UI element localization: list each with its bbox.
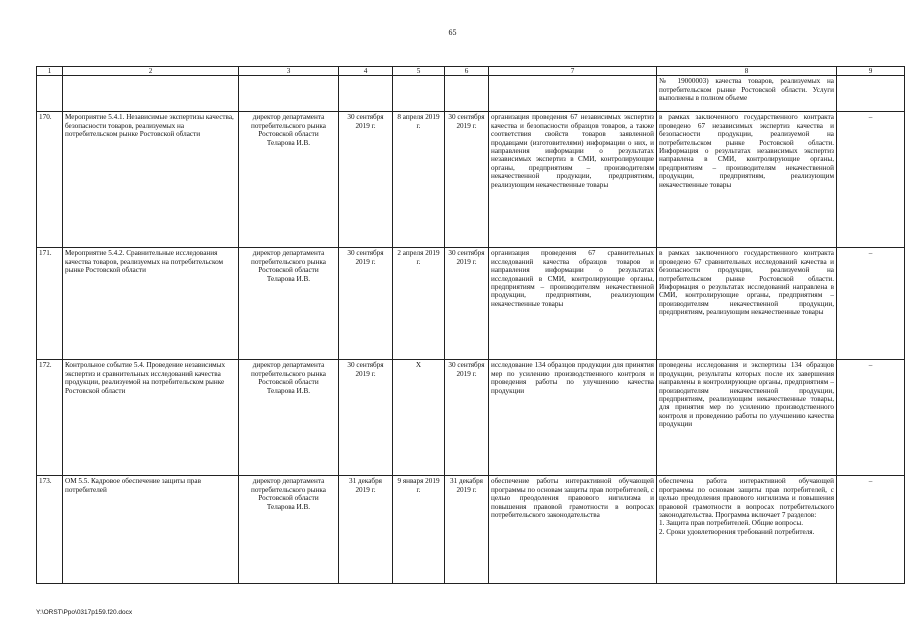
row-plan-date: 30 сентября 2019 г.: [339, 360, 393, 476]
col-number-6: 6: [445, 67, 489, 76]
col-number-9: 9: [837, 67, 905, 76]
row-expected-result: обеспечение работы интерактивной обучающей программы по основам защиты прав потребителей, с целью преодоления правового нигилизма и повышения правовой грамотности в вопросах потребительского законодательства: [489, 476, 657, 584]
row-title: Контрольное событие 5.4. Проведение независимых экспертиз и сравнительных исследований качества продукции, реализуемой на потребительском рынке Ростовской области: [63, 360, 239, 476]
row-end-date: 31 декабря 2019 г.: [445, 476, 489, 584]
row-expected-result: исследование 134 образцов продукции для принятия мер по усилению производственного контроля и проведения работы по улучшению качества продукции: [489, 360, 657, 476]
row-plan-date: 31 декабря 2019 г.: [339, 476, 393, 584]
col-number-4: 4: [339, 67, 393, 76]
row-end-date: 30 сентября 2019 г.: [445, 112, 489, 248]
row-actual-result: обеспечена работа интерактивной обучающей программы по основам защиты прав потребителей, с целью преодоления правового нигилизма и повышения правовой грамотности в вопросах потребительского законодательства. Программа включает 7 разделов: 1. Защита прав потребителей. Общие вопросы. 2. Сроки удовлетворения требований потребителя.: [657, 476, 837, 584]
file-path-footer: Y:\ORST\Ppo\0317p159.f20.docx: [36, 609, 133, 616]
col-number-5: 5: [393, 67, 445, 76]
column-number-row: [37, 67, 905, 76]
report-table: [36, 66, 905, 584]
row-start-date: 8 апреля 2019 г.: [393, 112, 445, 248]
row-actual-result: проведены исследования и экспертизы 134 образцов продукции, результаты которых после их завершения направлены в контролирующие органы, предприятиям – производителям некачественной продукции, предприятиям, реализующим некачественные товары, для принятия мер по усилению производственного контроля и проведению работы по улучшению качества продукции: [657, 360, 837, 476]
row-actual-result: в рамках заключенного государственного контракта проведено 67 сравнительных исследований качества и безопасности продукции, реализуемой на потребительском рынке Ростовской области. Информация о результатах исследований направлена в СМИ, контролирующие органы, предприятиям – производителям некачественной продукции, предприятиям, реализующим некачественные товары: [657, 248, 837, 360]
col-number-3: 3: [239, 67, 339, 76]
table-row: [37, 248, 905, 360]
table-row: [37, 476, 905, 584]
row-title: Мероприятие 5.4.2. Сравнительные исследования качества товаров, реализуемых на потребительском рынке Ростовской области: [63, 248, 239, 360]
col-number-7: 7: [489, 67, 657, 76]
row-end-date: 30 сентября 2019 г.: [445, 360, 489, 476]
row-note: –: [837, 476, 905, 584]
row-expected-result: организация проведения 67 сравнительных исследований качества образцов товаров и направления информации о результатах исследований в СМИ, контролирующие органы, предприятиям – производителям некачественной продукции, предприятиям, реализующим некачественные товары: [489, 248, 657, 360]
row-start-date: 2 апреля 2019 г.: [393, 248, 445, 360]
table-row: [37, 112, 905, 248]
row-number: 171.: [37, 248, 63, 360]
row-actual-result: в рамках заключенного государственного контракта проведено 67 независимых экспертиз качества и безопасности продукции, реализуемой на потребительском рынке Ростовской области. Информация о результатах независимых экспертиз направлена в СМИ, контролирующие органы, предприятиям – производителям некачественной продукции, предприятиям, реализующим некачественные товары: [657, 112, 837, 248]
row-title: ОМ 5.5. Кадровое обеспечение защиты прав потребителей: [63, 476, 239, 584]
table-row: [37, 360, 905, 476]
row-start-date: X: [393, 360, 445, 476]
col-number-8: 8: [657, 67, 837, 76]
row-title: Мероприятие 5.4.1. Независимые экспертизы качества, безопасности товаров, реализуемых на потребительском рынке Ростовской области: [63, 112, 239, 248]
continuation-result: № 19000003) качества товаров, реализуемых на потребительском рынке Ростовской области. Услуги выполнены в полном объеме: [657, 76, 837, 112]
row-number: 173.: [37, 476, 63, 584]
row-responsible: директор департамента потребительского рынка Ростовской области Теларова И.В.: [239, 112, 339, 248]
row-plan-date: 30 сентября 2019 г.: [339, 248, 393, 360]
row-start-date: 9 января 2019 г.: [393, 476, 445, 584]
row-responsible: директор департамента потребительского рынка Ростовской области Теларова И.В.: [239, 360, 339, 476]
row-expected-result: организация проведения 67 независимых экспертиз качества и безопасности образцов товаров, а также соответствия свойств товаров заявленной продавцами (изготовителями) информации о них, и направления информации о результатах независимых экспертиз в СМИ, контролирующие органы, предприятиям – производителям некачественной продукции, предприятиям, реализующим некачественные товары: [489, 112, 657, 248]
row-responsible: директор департамента потребительского рынка Ростовской области Теларова И.В.: [239, 476, 339, 584]
row-note: –: [837, 248, 905, 360]
col-number-1: 1: [37, 67, 63, 76]
row-note: –: [837, 112, 905, 248]
col-number-2: 2: [63, 67, 239, 76]
page-number: 65: [448, 28, 457, 37]
row-number: 170.: [37, 112, 63, 248]
row-note: –: [837, 360, 905, 476]
row-end-date: 30 сентября 2019 г.: [445, 248, 489, 360]
row-plan-date: 30 сентября 2019 г.: [339, 112, 393, 248]
row-number: 172.: [37, 360, 63, 476]
row-responsible: директор департамента потребительского рынка Ростовской области Теларова И.В.: [239, 248, 339, 360]
continuation-row: [37, 76, 905, 112]
